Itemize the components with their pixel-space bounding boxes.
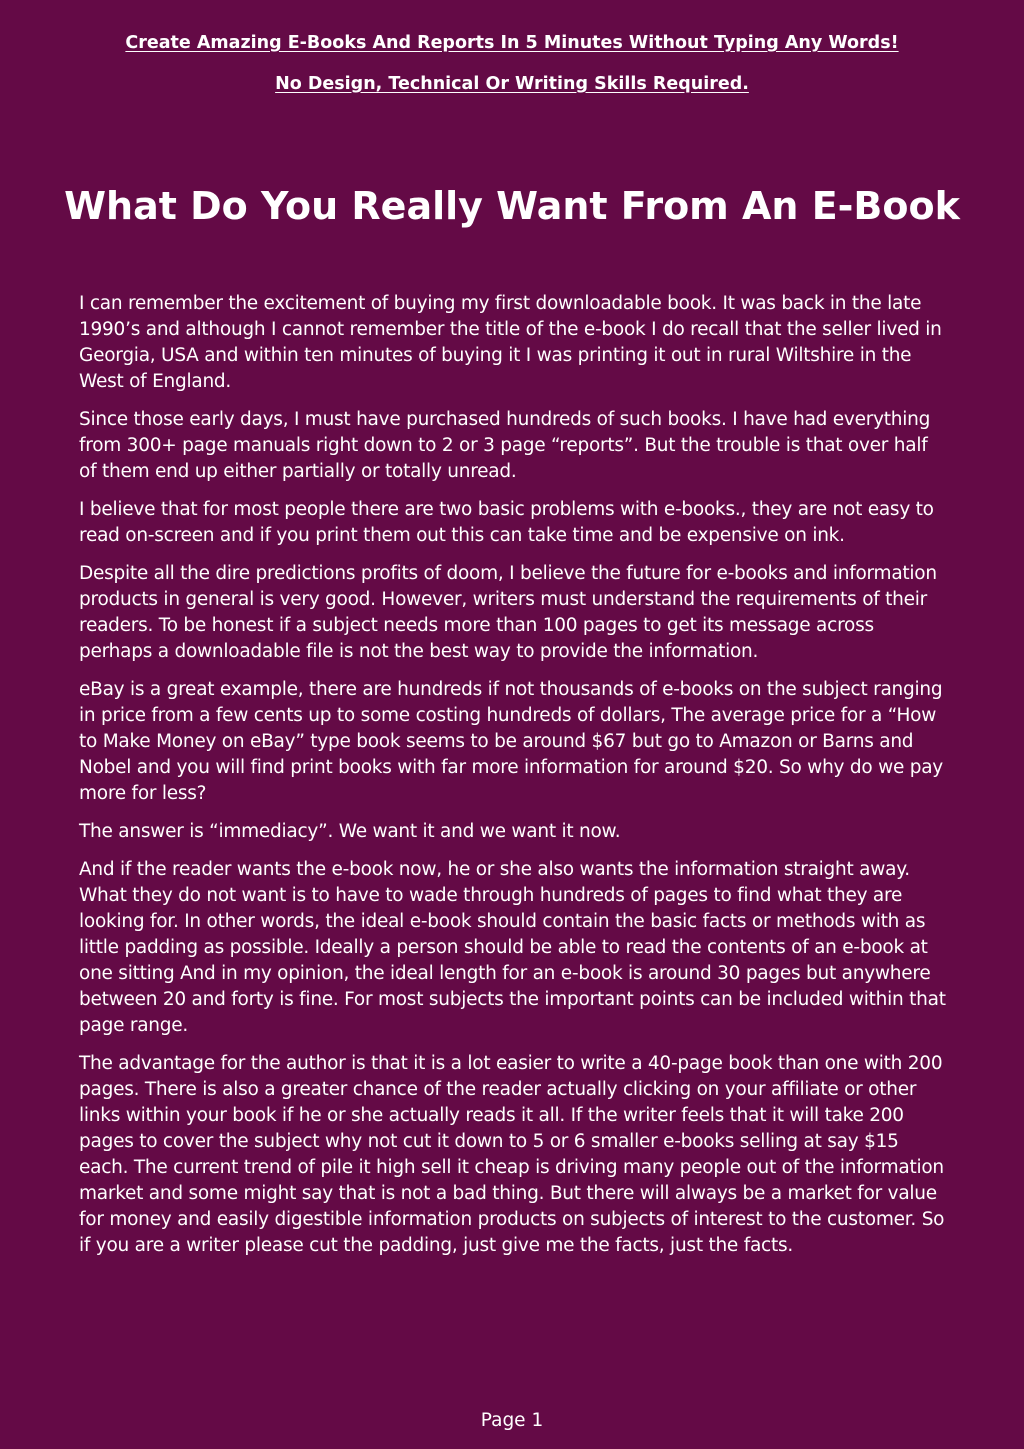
article-paragraph: The advantage for the author is that it is a lot easier to write a 40-page book than one with 200 pages. There is also a greater chance of the reader actually clicking on your affiliate or other links within your book if he or she actually reads it all. If the writer feels that it will take 200 pages to cover the subject why not cut it down to 5 or 6 smaller e-books selling at say $15 each. The current trend of pile it high sell it cheap is driving many people out of the information market and some might say that is not a bad thing. But there will always be a market for value for money and easily digestible information products on subjects of interest to the customer. So if you are a writer please cut the padding, just give me the facts, just the facts.: [79, 1053, 945, 1256]
page-number: Page 1: [480, 1410, 544, 1431]
article-paragraph: I can remember the excitement of buying my first downloadable book. It was back in the late 1990’s and although I cannot remember the title of the e-book I do recall that the seller lived in Georgia, USA and within ten minutes of buying it I was printing it out in rural Wiltshire in the West of England.: [79, 293, 942, 392]
page-title: What Do You Really Want From An E-Book: [64, 184, 960, 228]
promo-link-no-skills[interactable]: No Design, Technical Or Writing Skills Required.: [275, 74, 749, 94]
article-body: [79, 291, 949, 1271]
promo-link-create-ebooks[interactable]: Create Amazing E-Books And Reports In 5 Minutes Without Typing Any Words!: [125, 33, 899, 53]
article-paragraph: And if the reader wants the e-book now, he or she also wants the information straight away. What they do not want is to have to wade through hundreds of pages to find what they are looking for. In other words, the ideal e-book should contain the basic facts or methods with as little padding as possible. Ideally a person should be able to read the contents of an e-book at one sitting And in my opinion, the ideal length for an e-book is around 30 pages but anywhere between 20 and forty is fine. For most subjects the important points can be included within that page range.: [79, 859, 946, 1036]
article-paragraph: I believe that for most people there are two basic problems with e-books., they are not easy to read on-screen and if you print them out this can take time and be expensive on ink.: [79, 499, 934, 546]
article-paragraph: Since those early days, I must have purchased hundreds of such books. I have had everything from 300+ page manuals right down to 2 or 3 page “reports”. But the trouble is that over half of them end up either partially or totally unread.: [79, 409, 931, 482]
article-paragraph: eBay is a great example, there are hundreds if not thousands of e-books on the subject ranging in price from a few cents up to some costing hundreds of dollars, The average price for a “How to Make Money on eBay” type book seems to be around $67 but go to Amazon or Barns and Nobel and you will find print books with far more information for around $20. So why do we pay more for less?: [79, 679, 943, 804]
article-paragraph: Despite all the dire predictions profits of doom, I believe the future for e-books and information products in general is very good. However, writers must understand the requirements of their readers. To be honest if a subject needs more than 100 pages to get its message across perhaps a downloadable file is not the best way to provide the information.: [79, 563, 937, 662]
article-paragraph: The answer is “immediacy”. We want it and we want it now.: [79, 821, 621, 842]
